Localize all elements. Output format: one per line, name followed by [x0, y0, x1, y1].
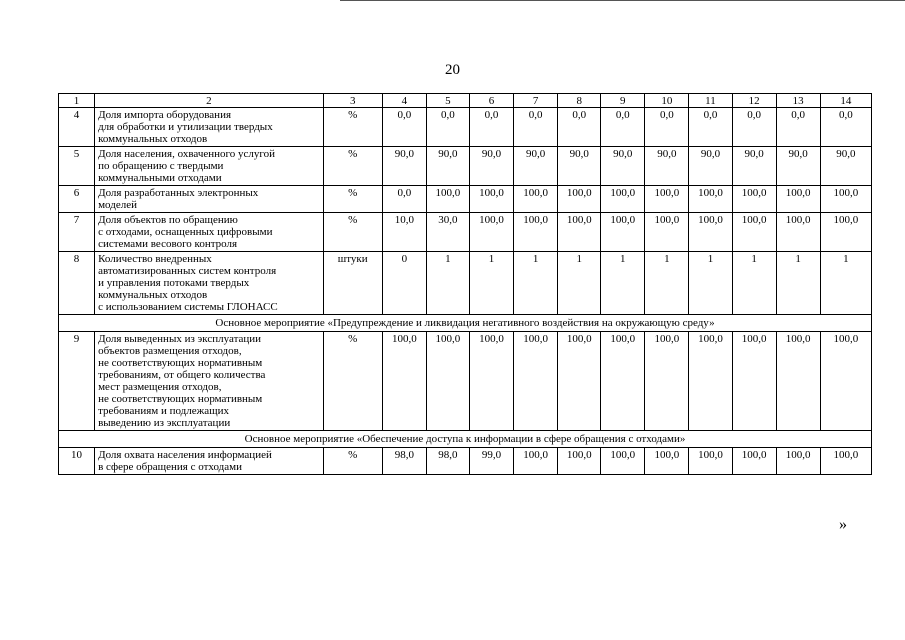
value-cell: 0,0: [689, 108, 732, 147]
row-number: 7: [59, 213, 95, 252]
value-cell: 1: [732, 252, 776, 315]
table-header-row: [59, 94, 872, 108]
table-row: [59, 108, 872, 147]
value-cell: 0,0: [514, 108, 558, 147]
header-cell: 11: [689, 94, 732, 108]
row-number: 4: [59, 108, 95, 147]
page-top-border: [340, 0, 905, 1]
header-cell: 7: [514, 94, 558, 108]
value-cell: 100,0: [601, 213, 645, 252]
value-cell: 100,0: [732, 448, 776, 475]
indicator-name-line: автоматизированных систем контроля: [98, 265, 277, 277]
value-cell: 1: [601, 252, 645, 315]
value-cell: 100,0: [558, 332, 601, 431]
value-cell: 100,0: [776, 213, 820, 252]
indicator-name: [95, 448, 324, 475]
value-cell: 90,0: [601, 147, 645, 186]
value-cell: 0,0: [776, 108, 820, 147]
value-cell: 100,0: [689, 448, 732, 475]
indicator-name-line: Доля разработанных электронных: [98, 187, 259, 199]
table-row: [59, 332, 872, 431]
indicators-table: [58, 93, 872, 475]
value-cell: 98,0: [382, 448, 426, 475]
value-cell: 98,0: [426, 448, 469, 475]
indicator-name-line: для обработки и утилизации твердых: [98, 121, 273, 133]
header-cell: 14: [820, 94, 871, 108]
indicator-name-line: с отходами, оснащенных цифровыми: [98, 226, 273, 238]
indicator-name-line: коммунальными отходами: [98, 172, 222, 184]
value-cell: 0: [382, 252, 426, 315]
value-cell: 100,0: [601, 448, 645, 475]
indicator-name-line: в сфере обращения с отходами: [98, 461, 242, 473]
indicator-name-line: не соответствующих нормативным: [98, 393, 263, 405]
header-cell: 8: [558, 94, 601, 108]
value-cell: 0,0: [558, 108, 601, 147]
value-cell: 100,0: [558, 213, 601, 252]
value-cell: 100,0: [382, 332, 426, 431]
value-cell: 100,0: [776, 186, 820, 213]
value-cell: 90,0: [426, 147, 469, 186]
indicator-name: [95, 252, 324, 315]
page-number: 20: [445, 62, 460, 78]
indicator-name-line: мест размещения отходов,: [98, 381, 222, 393]
table-row: [59, 213, 872, 252]
table-row: [59, 448, 872, 475]
indicator-name-line: требованиям, от общего количества: [98, 369, 266, 381]
value-cell: 1: [689, 252, 732, 315]
value-cell: 90,0: [732, 147, 776, 186]
value-cell: 100,0: [469, 186, 513, 213]
value-cell: 100,0: [645, 213, 689, 252]
indicator-name-line: Доля охвата населения информацией: [98, 449, 272, 461]
indicator-name: [95, 213, 324, 252]
value-cell: 0,0: [732, 108, 776, 147]
value-cell: 100,0: [732, 186, 776, 213]
value-cell: 1: [426, 252, 469, 315]
table-row: [59, 186, 872, 213]
unit-cell: %: [323, 108, 382, 147]
value-cell: 100,0: [601, 186, 645, 213]
indicator-name: [95, 147, 324, 186]
value-cell: 0,0: [426, 108, 469, 147]
value-cell: 1: [514, 252, 558, 315]
value-cell: 100,0: [820, 213, 871, 252]
indicator-name-line: Доля населения, охваченного услугой: [98, 148, 275, 160]
value-cell: 90,0: [776, 147, 820, 186]
value-cell: 100,0: [776, 332, 820, 431]
indicator-name-line: с использованием системы ГЛОНАСС: [98, 301, 278, 313]
indicator-name-line: требованиям и подлежащих: [98, 405, 229, 417]
value-cell: 0,0: [382, 108, 426, 147]
header-cell: 4: [382, 94, 426, 108]
section-row: [59, 431, 872, 448]
header-cell: 10: [645, 94, 689, 108]
indicator-name-line: системами весового контроля: [98, 238, 238, 250]
unit-cell: %: [323, 186, 382, 213]
value-cell: 1: [820, 252, 871, 315]
value-cell: 100,0: [469, 213, 513, 252]
indicator-name-line: Количество внедренных: [98, 253, 212, 265]
value-cell: 0,0: [820, 108, 871, 147]
value-cell: 90,0: [820, 147, 871, 186]
value-cell: 100,0: [689, 213, 732, 252]
value-cell: 100,0: [645, 448, 689, 475]
header-cell: 6: [469, 94, 513, 108]
value-cell: 90,0: [382, 147, 426, 186]
table-body: [59, 94, 872, 475]
value-cell: 100,0: [558, 448, 601, 475]
row-number: 5: [59, 147, 95, 186]
value-cell: 100,0: [689, 332, 732, 431]
value-cell: 100,0: [514, 332, 558, 431]
value-cell: 100,0: [732, 213, 776, 252]
row-number: 8: [59, 252, 95, 315]
indicator-name-line: коммунальных отходов: [98, 133, 208, 145]
value-cell: 10,0: [382, 213, 426, 252]
value-cell: 1: [776, 252, 820, 315]
indicator-name-line: коммунальных отходов: [98, 289, 208, 301]
value-cell: 90,0: [514, 147, 558, 186]
unit-cell: %: [323, 213, 382, 252]
indicator-name-line: Доля выведенных из эксплуатации: [98, 333, 262, 345]
value-cell: 100,0: [601, 332, 645, 431]
value-cell: 0,0: [601, 108, 645, 147]
indicator-name-line: и управления потоками твердых: [98, 277, 250, 289]
indicator-name-line: выведению из эксплуатации: [98, 417, 231, 429]
closing-quote: »: [839, 516, 847, 533]
value-cell: 1: [645, 252, 689, 315]
value-cell: 1: [558, 252, 601, 315]
unit-cell: %: [323, 147, 382, 186]
row-number: 10: [59, 448, 95, 475]
unit-cell: %: [323, 448, 382, 475]
header-cell: 13: [776, 94, 820, 108]
value-cell: 90,0: [558, 147, 601, 186]
value-cell: 100,0: [645, 186, 689, 213]
section-title: Основное мероприятие «Обеспечение доступа к информации в сфере обращения с отходами»: [59, 431, 872, 448]
value-cell: 100,0: [689, 186, 732, 213]
indicator-name-line: моделей: [98, 199, 137, 211]
value-cell: 90,0: [645, 147, 689, 186]
table-row: [59, 147, 872, 186]
value-cell: 100,0: [469, 332, 513, 431]
unit-cell: штуки: [323, 252, 382, 315]
value-cell: 100,0: [514, 186, 558, 213]
value-cell: 100,0: [645, 332, 689, 431]
value-cell: 1: [469, 252, 513, 315]
value-cell: 100,0: [558, 186, 601, 213]
header-cell: 9: [601, 94, 645, 108]
row-number: 9: [59, 332, 95, 431]
section-title: Основное мероприятие «Предупреждение и ликвидация негативного воздействия на окружающую среду»: [59, 315, 872, 332]
value-cell: 99,0: [469, 448, 513, 475]
indicator-name-line: по обращению с твердыми: [98, 160, 224, 172]
row-number: 6: [59, 186, 95, 213]
indicator-name-line: не соответствующих нормативным: [98, 357, 263, 369]
section-row: [59, 315, 872, 332]
header-cell: 12: [732, 94, 776, 108]
value-cell: 100,0: [426, 332, 469, 431]
value-cell: 90,0: [469, 147, 513, 186]
value-cell: 100,0: [820, 448, 871, 475]
value-cell: 100,0: [776, 448, 820, 475]
value-cell: 100,0: [514, 213, 558, 252]
value-cell: 0,0: [469, 108, 513, 147]
unit-cell: %: [323, 332, 382, 431]
indicator-name: [95, 332, 324, 431]
value-cell: 100,0: [820, 186, 871, 213]
value-cell: 0,0: [645, 108, 689, 147]
header-cell: 5: [426, 94, 469, 108]
indicator-name-line: объектов размещения отходов,: [98, 345, 242, 357]
header-cell: 1: [59, 94, 95, 108]
indicator-name-line: Доля объектов по обращению: [98, 214, 238, 226]
header-cell: 3: [323, 94, 382, 108]
value-cell: 0,0: [382, 186, 426, 213]
indicator-name: [95, 186, 324, 213]
value-cell: 100,0: [820, 332, 871, 431]
value-cell: 100,0: [514, 448, 558, 475]
value-cell: 90,0: [689, 147, 732, 186]
indicator-name-line: Доля импорта оборудования: [98, 109, 232, 121]
value-cell: 30,0: [426, 213, 469, 252]
value-cell: 100,0: [426, 186, 469, 213]
value-cell: 100,0: [732, 332, 776, 431]
header-cell: 2: [95, 94, 324, 108]
indicator-name: [95, 108, 324, 147]
table-row: [59, 252, 872, 315]
